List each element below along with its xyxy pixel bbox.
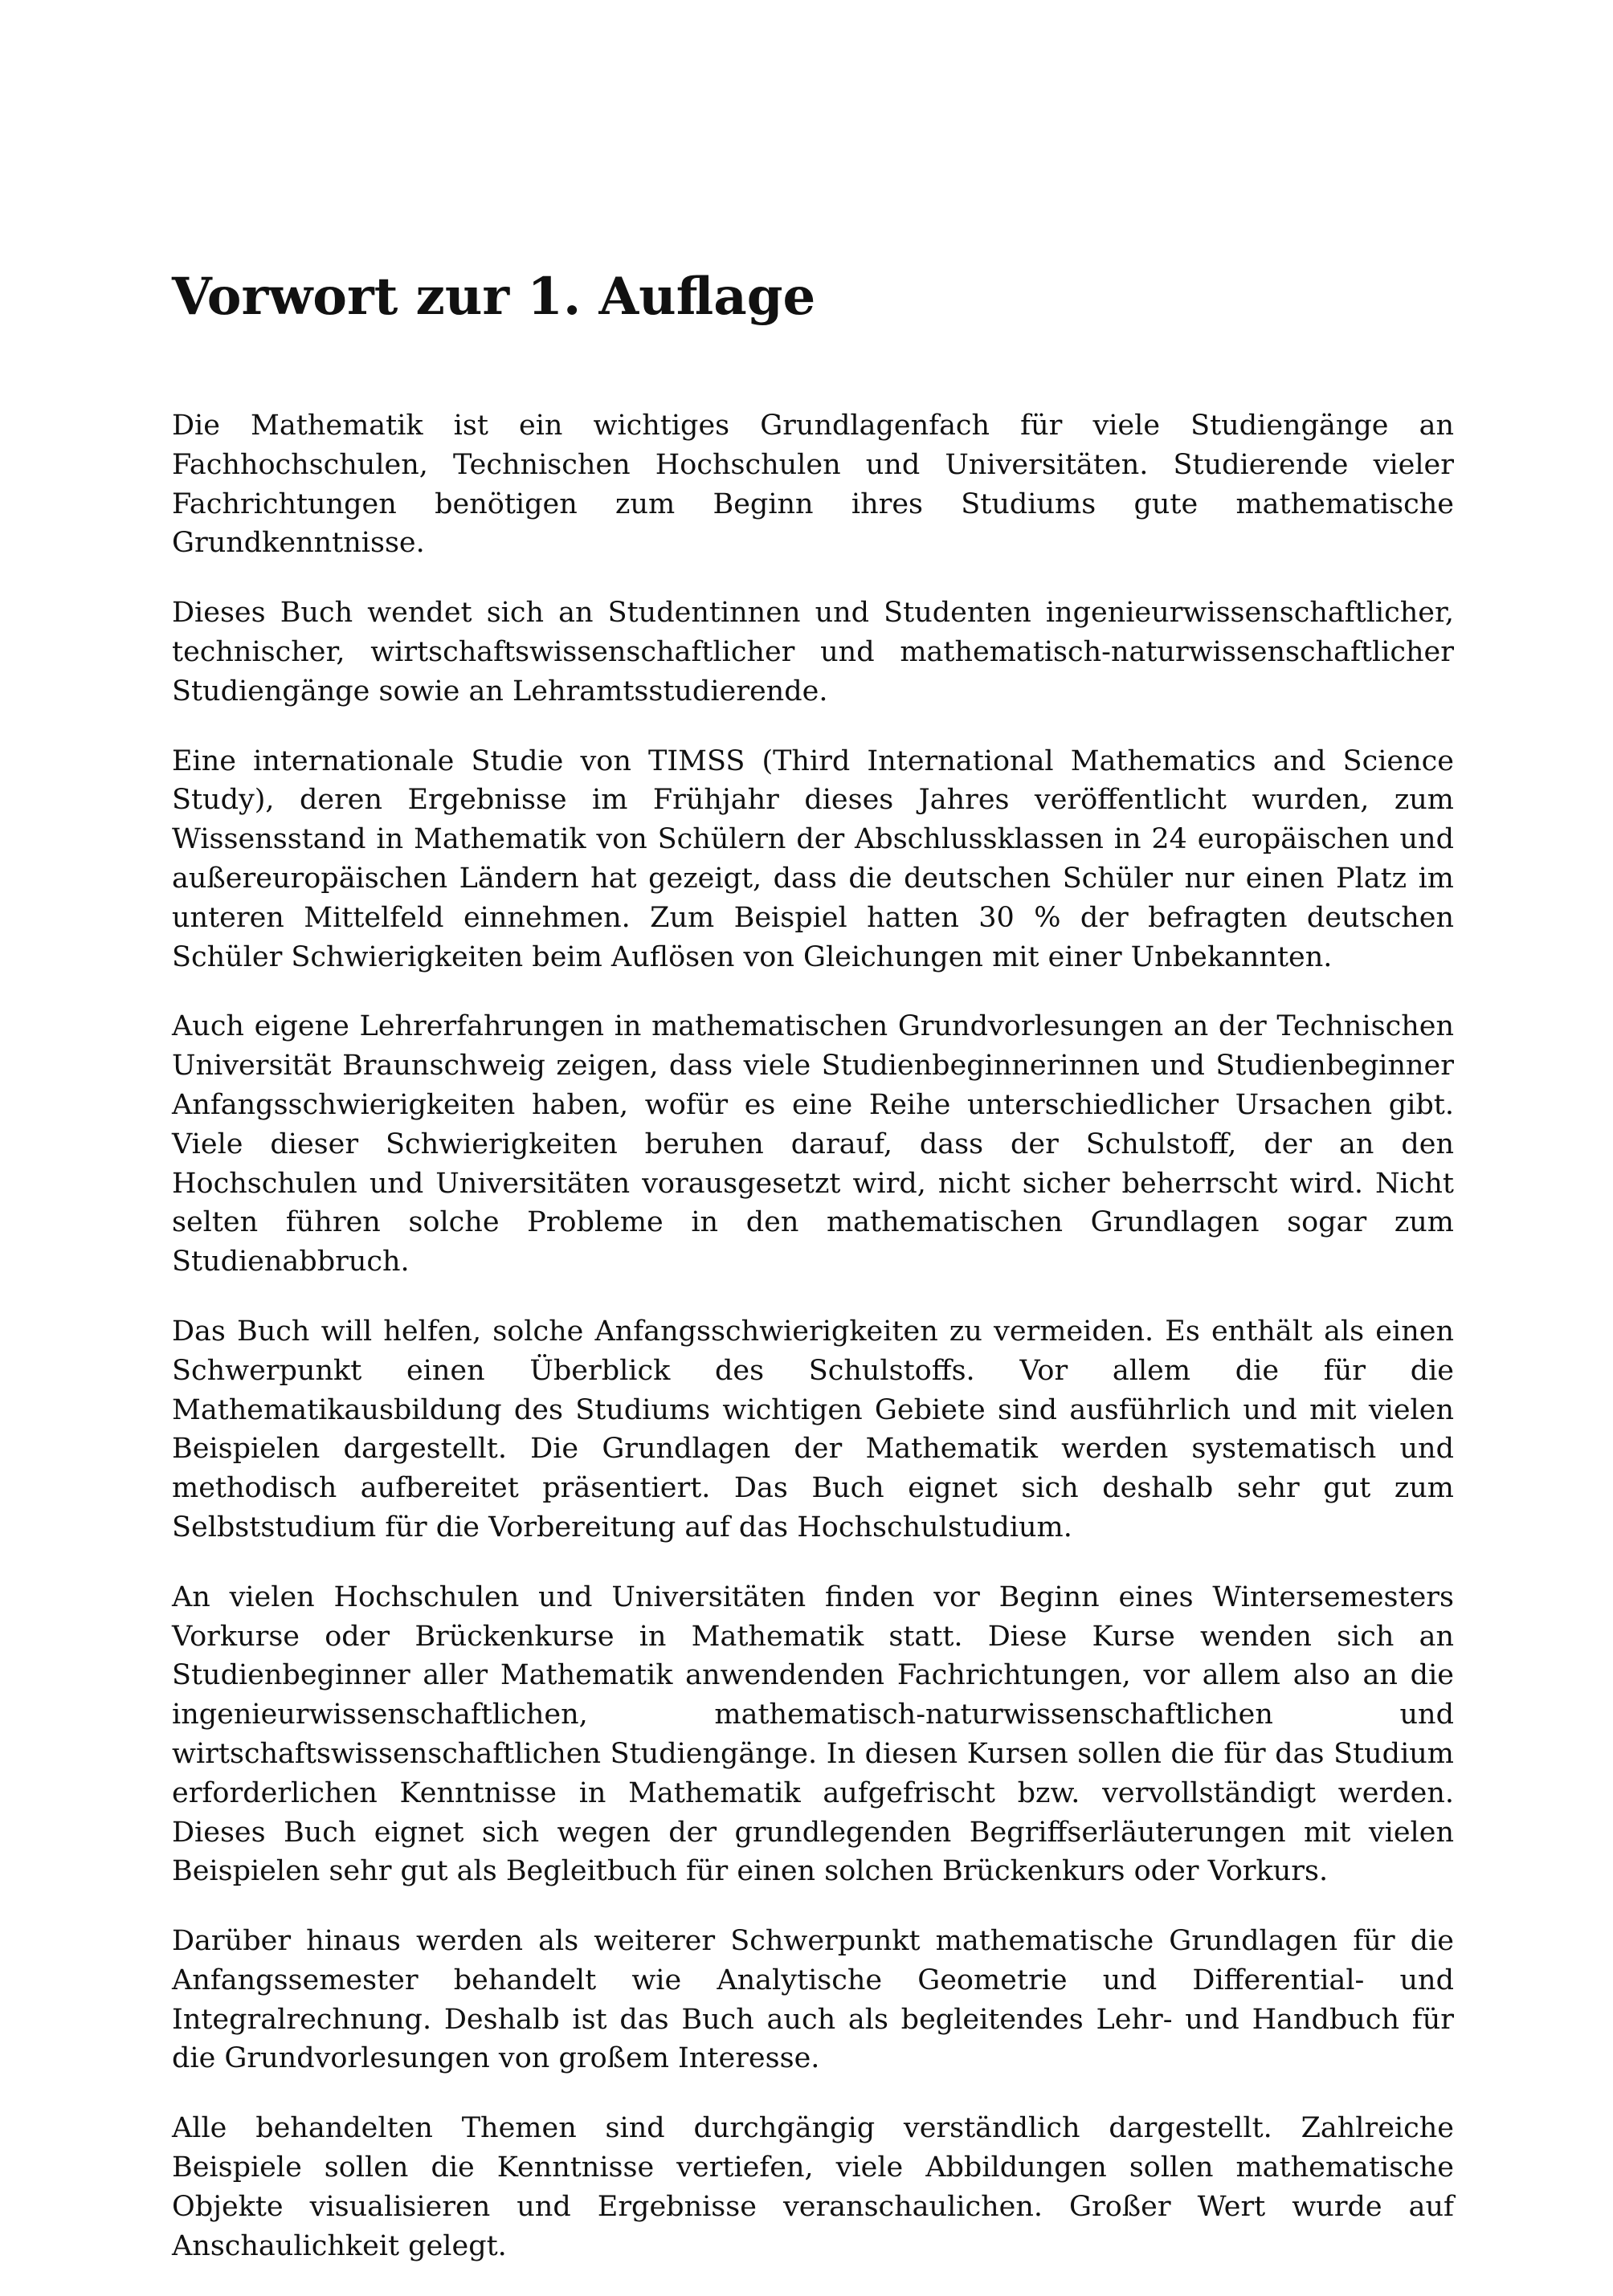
page-title: Vorwort zur 1. Auflage: [172, 267, 816, 327]
page-content: [172, 265, 1454, 2296]
paragraph-8: Alle behandelten Themen sind durchgängig verständlich dargestellt. Zahlreiche Beispiele sollen die Kenntnisse vertiefen, viele Abbildungen sollen mathematische Objekte visualisieren und Ergebnisse veranschaulichen. Großer Wert wurde auf Anschaulichkeit gelegt.: [172, 2112, 1454, 2262]
paragraph-7: Darüber hinaus werden als weiterer Schwerpunkt mathematische Grundlagen für die Anfangssemester behandelt wie Analytische Geometrie und Differential- und Integralrechnung. Deshalb ist das Buch auch als begleitendes Lehr- und Handbuch für die Grundvorlesungen von großem Interesse.: [172, 1925, 1454, 2075]
paragraph-2: Dieses Buch wendet sich an Studentinnen und Studenten ingenieurwissenschaftlicher, technischer, wirtschaftswissenschaftlicher und mathematisch-naturwissenschaftlicher Studiengänge sowie an Lehramtsstudierende.: [172, 597, 1454, 708]
paragraph-6: An vielen Hochschulen und Universitäten finden vor Beginn eines Wintersemesters Vorkurse oder Brückenkurse in Mathematik statt. Diese Kurse wenden sich an Studienbeginner aller Mathematik anwendenden Fachrichtungen, vor allem also an die ingenieurwissenschaftlichen, mathematisch-naturwissenschaftlichen und wirtschaftswissenschaftlichen Studiengänge. In diesen Kursen sollen die für das Studium erforderlichen Kenntnisse in Mathematik aufgefrischt bzw. vervollständigt werden. Dieses Buch eignet sich wegen der grundlegenden Begriffserläuterungen mit vielen Beispielen sehr gut als Begleitbuch für einen solchen Brückenkurs oder Vorkurs.: [172, 1580, 1454, 1888]
paragraph-1: Die Mathematik ist ein wichtiges Grundlagenfach für viele Studiengänge an Fachhochschulen, Technischen Hochschulen und Universitäten. Studierende vieler Fachrichtungen benötigen zum Beginn ihres Studiums gute mathematische Grundkenntnisse.: [172, 410, 1454, 560]
paragraph-3: Eine internationale Studie von TIMSS (Third International Mathematics and Science Study), deren Ergebnisse im Frühjahr dieses Jahres veröffentlicht wurden, zum Wissensstand in Mathematik von Schülern der Abschlussklassen in 24 europäischen und außereuropäischen Ländern hat gezeigt, dass die deutschen Schüler nur einen Platz im unteren Mittelfeld einnehmen. Zum Beispiel hatten 30 % der befragten deutschen Schüler Schwierigkeiten beim Auflösen von Gleichungen mit einer Unbekannten.: [172, 744, 1454, 973]
paragraph-4: Auch eigene Lehrerfahrungen in mathematischen Grundvorlesungen an der Technischen Universität Braunschweig zeigen, dass viele Studienbeginnerinnen und Studienbeginner Anfangsschwierigkeiten haben, wofür es eine Reihe unterschiedlicher Ursachen gibt. Viele dieser Schwierigkeiten beruhen darauf, dass der Schulstoff, der an den Hochschulen und Universitäten vorausgesetzt wird, nicht sicher beherrscht wird. Nicht selten führen solche Probleme in den mathematischen Grundlagen sogar zum Studienabbruch.: [172, 1010, 1454, 1279]
paragraph-5: Das Buch will helfen, solche Anfangsschwierigkeiten zu vermeiden. Es enthält als einen Schwerpunkt einen Überblick des Schulstoffs. Vor allem die für die Mathematikausbildung des Studiums wichtigen Gebiete sind ausführlich und mit vielen Beispielen dargestellt. Die Grundlagen der Mathematik werden systematisch und methodisch aufbereitet präsentiert. Das Buch eignet sich deshalb sehr gut zum Selbststudium für die Vorbereitung auf das Hochschulstudium.: [172, 1315, 1454, 1544]
